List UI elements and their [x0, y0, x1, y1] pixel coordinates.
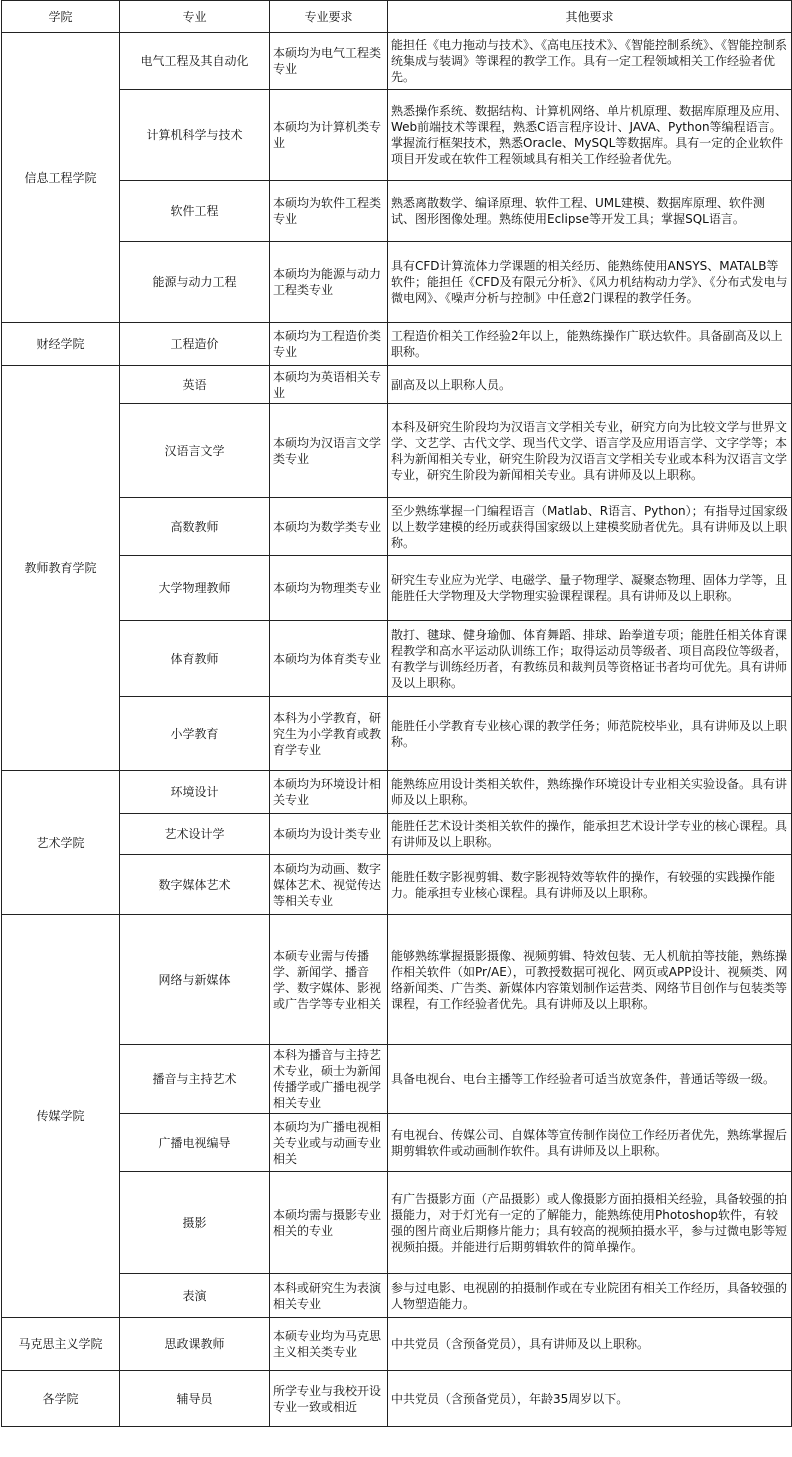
- table-row: [2, 323, 792, 366]
- major-cell: 工程造价: [120, 323, 270, 366]
- major-cell: 播音与主持艺术: [120, 1045, 270, 1114]
- major-cell: 摄影: [120, 1172, 270, 1274]
- table-row: [2, 855, 792, 915]
- header-college: 学院: [2, 1, 120, 33]
- header-other-requirement: 其他要求: [388, 1, 792, 33]
- major-requirement-cell: 本硕均为数学类专业: [270, 498, 388, 556]
- other-requirement-cell: 熟悉离散数学、编译原理、软件工程、UML建模、数据库原理、软件测试、图形图像处理。熟练使用Eclipse等开发工具；掌握SQL语言。: [388, 181, 792, 242]
- college-cell: 艺术学院: [2, 771, 120, 915]
- table-row: [2, 33, 792, 90]
- major-cell: 英语: [120, 366, 270, 404]
- major-cell: 数字媒体艺术: [120, 855, 270, 915]
- major-requirement-cell: 本硕均为软件工程类专业: [270, 181, 388, 242]
- other-requirement-cell: 至少熟练掌握一门编程语言（Matlab、R语言、Python）；有指导过国家级以上数学建模的经历或获得国家级以上建模奖励者优先。具有讲师及以上职称。: [388, 498, 792, 556]
- table-row: [2, 697, 792, 771]
- other-requirement-cell: 中共党员（含预备党员），具有讲师及以上职称。: [388, 1318, 792, 1371]
- header-major-requirement: 专业要求: [270, 1, 388, 33]
- college-cell: 马克思主义学院: [2, 1318, 120, 1371]
- major-cell: 计算机科学与技术: [120, 90, 270, 181]
- major-cell: 电气工程及其自动化: [120, 33, 270, 90]
- other-requirement-cell: 副高及以上职称人员。: [388, 366, 792, 404]
- table-row: [2, 404, 792, 498]
- other-requirement-cell: 能担任《电力拖动与技术》、《高电压技术》、《智能控制系统》、《智能控制系统集成与装调》等课程的教学工作。具有一定工程领域相关工作经验者优先。: [388, 33, 792, 90]
- table-row: [2, 1114, 792, 1172]
- major-requirement-cell: 本科或研究生为表演相关专业: [270, 1274, 388, 1318]
- table-row: [2, 242, 792, 323]
- major-requirement-cell: 本科为小学教育，研究生为小学教育或教育学专业: [270, 697, 388, 771]
- major-cell: 大学物理教师: [120, 556, 270, 621]
- other-requirement-cell: 能够熟练掌握摄影摄像、视频剪辑、特效包装、无人机航拍等技能，熟练操作相关软件（如Pr/AE），可教授数据可视化、网页或APP设计、视频类、网络新闻类、广告类、新媒体内容策划制作运营类、网络节目创作与包装类等课程，有工作经验者优先。具有讲师及以上职称。: [388, 915, 792, 1045]
- table-row: [2, 1318, 792, 1371]
- major-cell: 高数教师: [120, 498, 270, 556]
- table-row: [2, 556, 792, 621]
- major-cell: 能源与动力工程: [120, 242, 270, 323]
- major-cell: 软件工程: [120, 181, 270, 242]
- major-requirement-cell: 本硕均为物理类专业: [270, 556, 388, 621]
- other-requirement-cell: 参与过电影、电视剧的拍摄制作或在专业院团有相关工作经历，具备较强的人物塑造能力。: [388, 1274, 792, 1318]
- table-row: [2, 1274, 792, 1318]
- table-row: [2, 498, 792, 556]
- other-requirement-cell: 具有CFD计算流体力学课题的相关经历、能熟练使用ANSYS、MATALB等软件；能担任《CFD及有限元分析》、《风力机结构动力学》、《分布式发电与微电网》、《噪声分析与控制》中任意2门课程的教学任务。: [388, 242, 792, 323]
- table-row: [2, 1371, 792, 1427]
- other-requirement-cell: 本科及研究生阶段均为汉语言文学相关专业，研究方向为比较文学与世界文学、文艺学、古代文学、现当代文学、语言学及应用语言学、文字学等；本科为新闻相关专业，研究生阶段为汉语言文学相关专业或本科为汉语言文学专业，研究生阶段为新闻相关专业。具有讲师及以上职称。: [388, 404, 792, 498]
- table-row: [2, 915, 792, 1045]
- major-requirement-cell: 本硕均为体育类专业: [270, 621, 388, 697]
- major-requirement-cell: 本硕均为环境设计相关专业: [270, 771, 388, 814]
- college-cell: 各学院: [2, 1371, 120, 1427]
- major-cell: 思政课教师: [120, 1318, 270, 1371]
- major-requirement-cell: 本硕均为电气工程类专业: [270, 33, 388, 90]
- table-row: [2, 621, 792, 697]
- other-requirement-cell: 能胜任数字影视剪辑、数字影视特效等软件的操作，有较强的实践操作能力。能承担专业核心课程。具有讲师及以上职称。: [388, 855, 792, 915]
- major-cell: 表演: [120, 1274, 270, 1318]
- major-cell: 环境设计: [120, 771, 270, 814]
- major-cell: 艺术设计学: [120, 814, 270, 855]
- major-requirement-cell: 本硕均为英语相关专业: [270, 366, 388, 404]
- other-requirement-cell: 研究生专业应为光学、电磁学、量子物理学、凝聚态物理、固体力学等，且能胜任大学物理及大学物理实验课程课程。具有讲师及以上职称。: [388, 556, 792, 621]
- college-cell: 教师教育学院: [2, 366, 120, 771]
- requirements-table: [1, 0, 792, 1427]
- table-row: [2, 814, 792, 855]
- table-row: [2, 1045, 792, 1114]
- table-row: [2, 771, 792, 814]
- table-row: [2, 366, 792, 404]
- college-cell: 信息工程学院: [2, 33, 120, 323]
- major-requirement-cell: 本硕专业需与传播学、新闻学、播音学、数字媒体、影视或广告学等专业相关: [270, 915, 388, 1045]
- other-requirement-cell: 能胜任艺术设计类相关软件的操作，能承担艺术设计学专业的核心课程。具有讲师及以上职称。: [388, 814, 792, 855]
- major-cell: 网络与新媒体: [120, 915, 270, 1045]
- major-requirement-cell: 本硕均为计算机类专业: [270, 90, 388, 181]
- college-cell: 传媒学院: [2, 915, 120, 1318]
- major-requirement-cell: 本硕均为广播电视相关专业或与动画专业相关: [270, 1114, 388, 1172]
- other-requirement-cell: 有电视台、传媒公司、自媒体等宣传制作岗位工作经历者优先，熟练掌握后期剪辑软件或动画制作软件。具有讲师及以上职称。: [388, 1114, 792, 1172]
- other-requirement-cell: 工程造价相关工作经验2年以上，能熟练操作广联达软件。具备副高及以上职称。: [388, 323, 792, 366]
- major-requirement-cell: 本科为播音与主持艺术专业，硕士为新闻传播学或广播电视学相关专业: [270, 1045, 388, 1114]
- other-requirement-cell: 具备电视台、电台主播等工作经验者可适当放宽条件，普通话等级一级。: [388, 1045, 792, 1114]
- table-row: [2, 90, 792, 181]
- major-cell: 辅导员: [120, 1371, 270, 1427]
- major-requirement-cell: 本硕均为汉语言文学类专业: [270, 404, 388, 498]
- table-row: [2, 1172, 792, 1274]
- major-requirement-cell: 本硕均为设计类专业: [270, 814, 388, 855]
- other-requirement-cell: 能胜任小学教育专业核心课的教学任务；师范院校毕业，具有讲师及以上职称。: [388, 697, 792, 771]
- table-row: [2, 181, 792, 242]
- major-cell: 广播电视编导: [120, 1114, 270, 1172]
- other-requirement-cell: 熟悉操作系统、数据结构、计算机网络、单片机原理、数据库原理及应用、Web前端技术等课程，熟悉C语言程序设计、JAVA、Python等编程语言。掌握流行框架技术，熟悉Oracle、MySQL等数据库。具有一定的企业软件项目开发或在软件工程领域具有相关工作经验者优先。: [388, 90, 792, 181]
- header-major: 专业: [120, 1, 270, 33]
- table-body: [2, 33, 792, 1427]
- major-requirement-cell: 本硕均为动画、数字媒体艺术、视觉传达等相关专业: [270, 855, 388, 915]
- major-cell: 小学教育: [120, 697, 270, 771]
- college-cell: 财经学院: [2, 323, 120, 366]
- major-cell: 汉语言文学: [120, 404, 270, 498]
- major-requirement-cell: 本硕均需与摄影专业相关的专业: [270, 1172, 388, 1274]
- header-row: [2, 1, 792, 33]
- major-requirement-cell: 本硕均为工程造价类专业: [270, 323, 388, 366]
- major-cell: 体育教师: [120, 621, 270, 697]
- other-requirement-cell: 中共党员（含预备党员），年龄35周岁以下。: [388, 1371, 792, 1427]
- major-requirement-cell: 所学专业与我校开设专业一致或相近: [270, 1371, 388, 1427]
- other-requirement-cell: 能熟练应用设计类相关软件，熟练操作环境设计专业相关实验设备。具有讲师及以上职称。: [388, 771, 792, 814]
- other-requirement-cell: 散打、毽球、健身瑜伽、体育舞蹈、排球、跆拳道专项；能胜任相关体育课程教学和高水平运动队训练工作；取得运动员等级者、项目高段位等级者，有教学与训练经历者，有教练员和裁判员等资格证书者均可优先。具有讲师及以上职称。: [388, 621, 792, 697]
- major-requirement-cell: 本硕专业均为马克思主义相关类专业: [270, 1318, 388, 1371]
- major-requirement-cell: 本硕均为能源与动力工程类专业: [270, 242, 388, 323]
- other-requirement-cell: 有广告摄影方面（产品摄影）或人像摄影方面拍摄相关经验，具备较强的拍摄能力，对于灯光有一定的了解能力，能熟练使用Photoshop软件，有较强的图片商业后期修片能力；具有较高的视频拍摄水平，参与过微电影等短视频拍摄。并能进行后期剪辑软件的简单操作。: [388, 1172, 792, 1274]
